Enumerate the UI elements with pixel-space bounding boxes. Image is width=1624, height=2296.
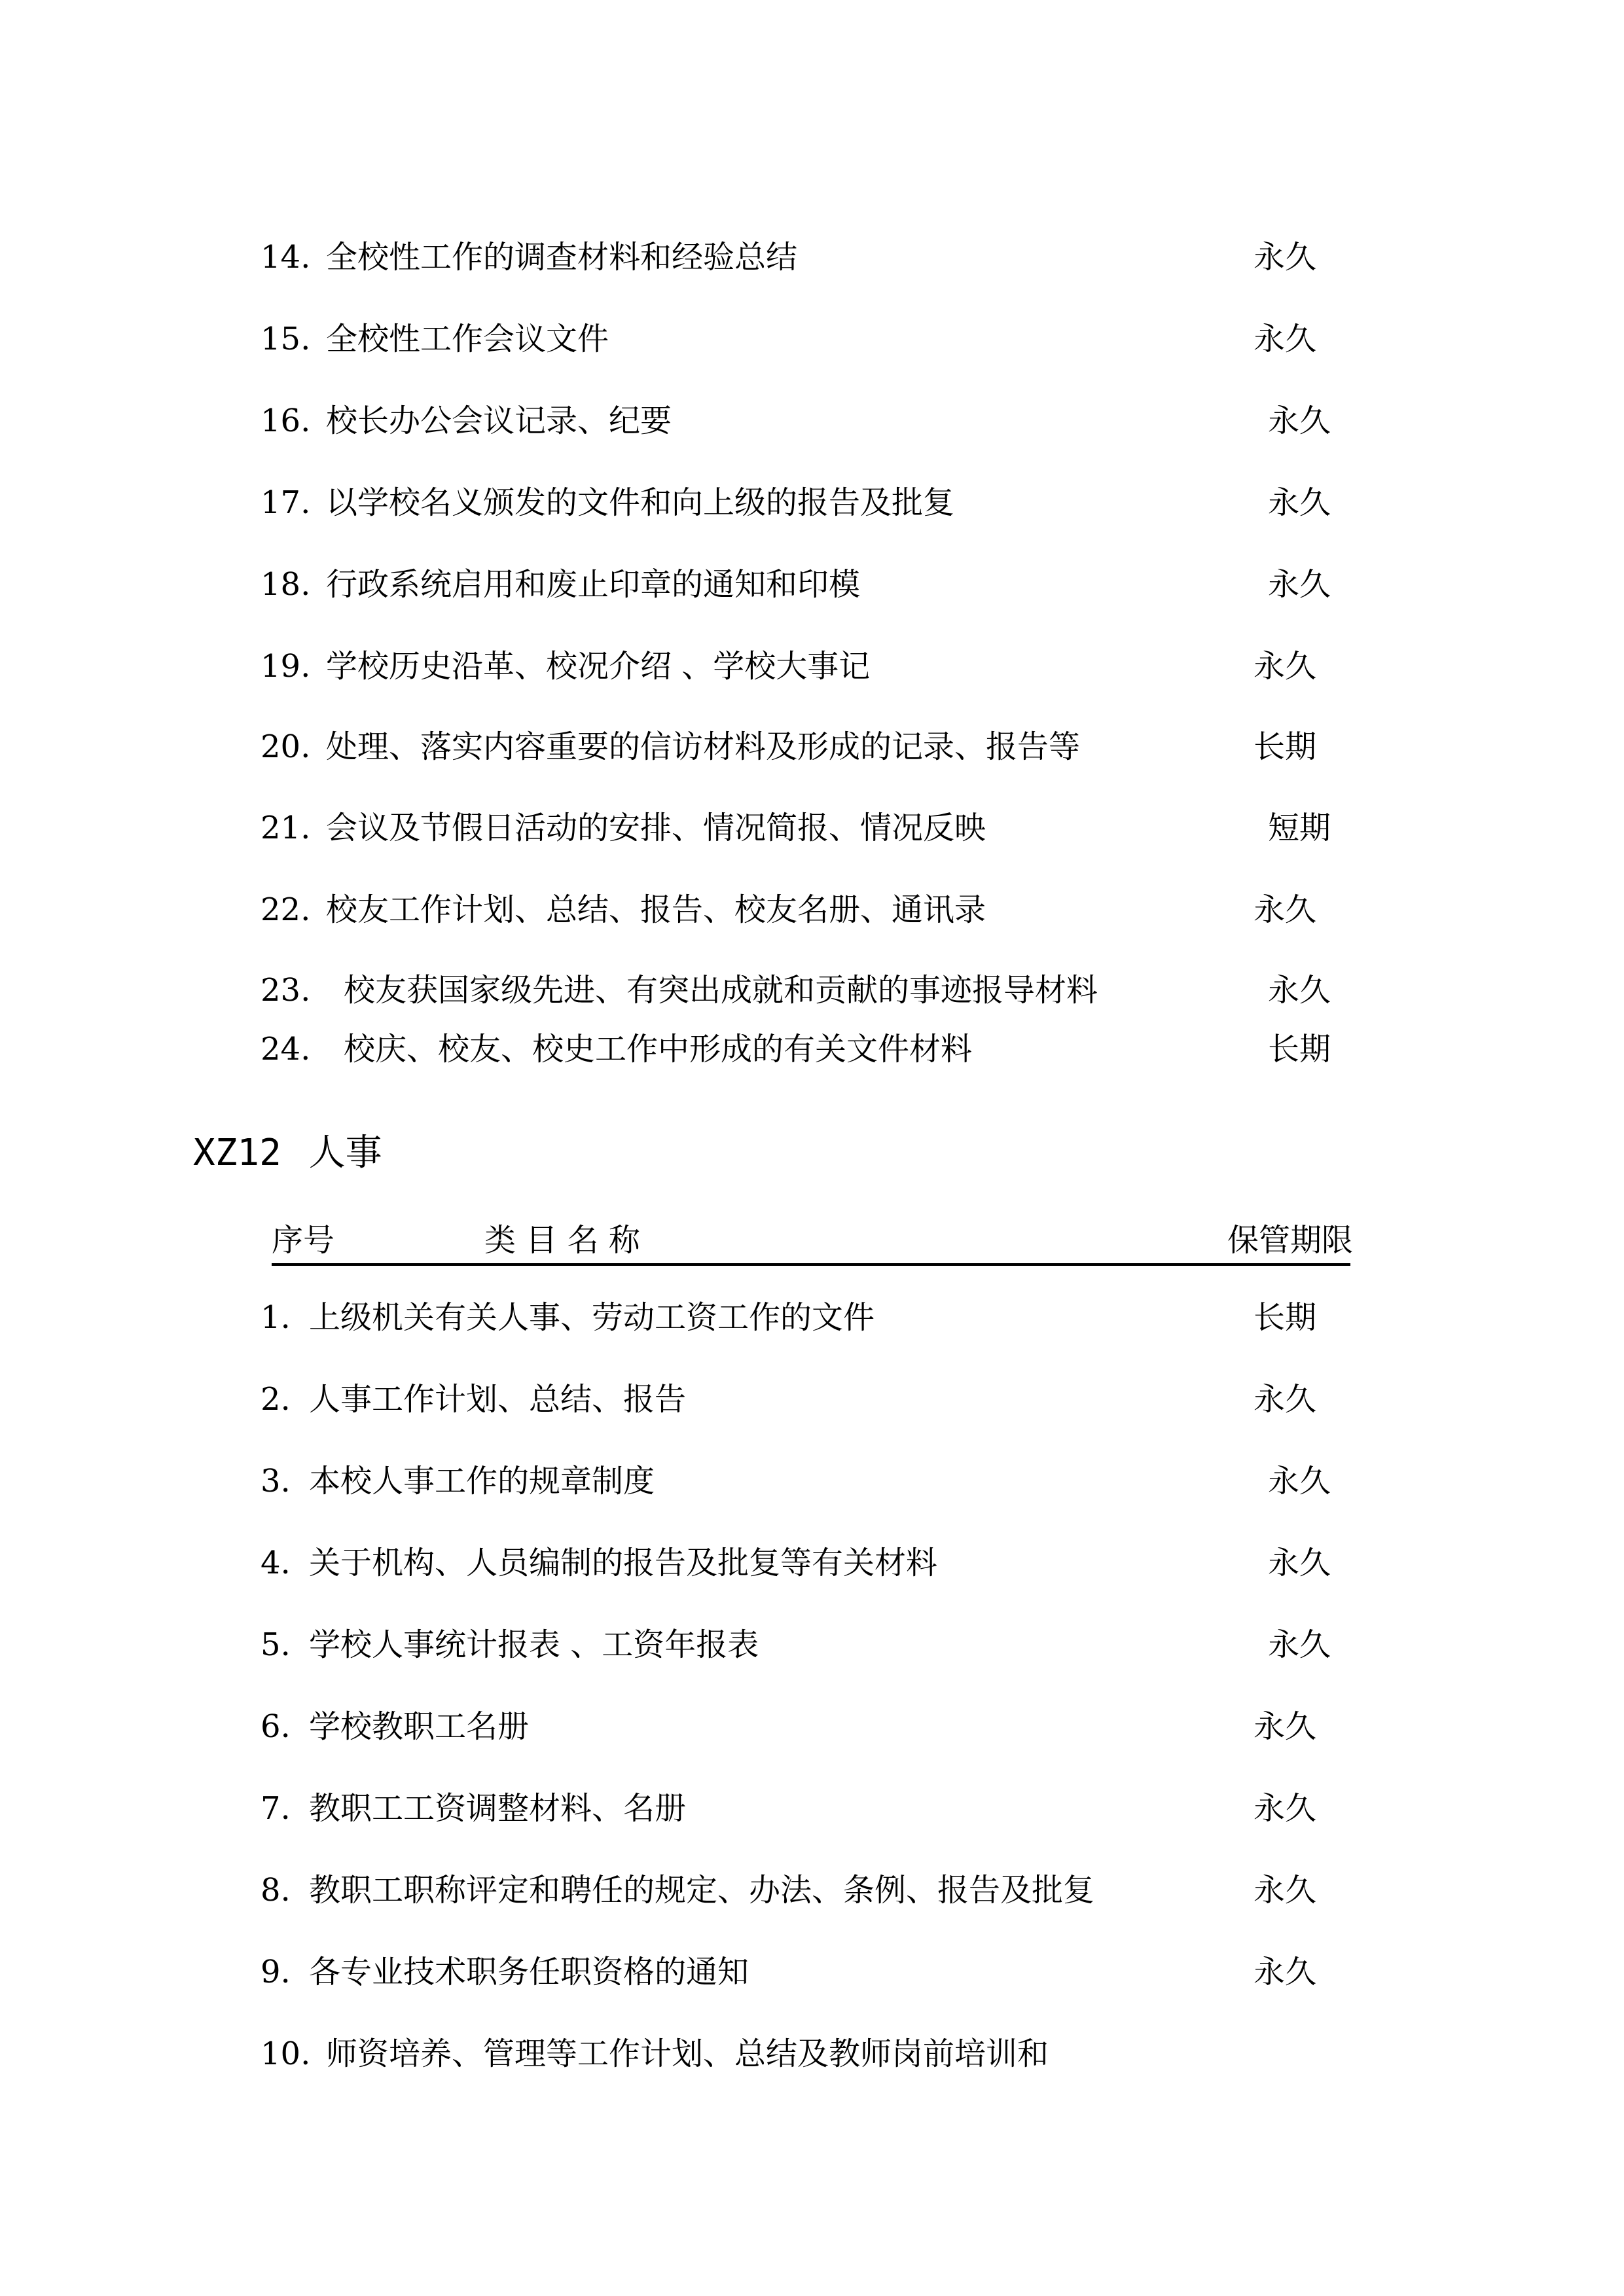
item-number: 1. bbox=[261, 1299, 291, 1336]
item-period: 永久 bbox=[1254, 1708, 1317, 1745]
item-number: 2. bbox=[261, 1381, 291, 1418]
list-item bbox=[261, 1028, 1373, 1071]
list-item bbox=[261, 1869, 1373, 1912]
list-item bbox=[261, 1460, 1373, 1503]
section-heading bbox=[193, 1127, 382, 1179]
item-period: 永久 bbox=[1254, 1790, 1317, 1827]
list-item bbox=[261, 1541, 1373, 1585]
item-text: 全校性工作会议文件 bbox=[326, 321, 609, 357]
list-item bbox=[261, 1296, 1373, 1339]
item-number: 18. bbox=[261, 566, 311, 603]
item-number: 21. bbox=[261, 810, 311, 846]
item-period: 永久 bbox=[1254, 239, 1317, 276]
list-item bbox=[261, 481, 1373, 524]
item-text: 关于机构、人员编制的报告及批复等有关材料 bbox=[309, 1545, 938, 1581]
list-item bbox=[261, 888, 1373, 931]
item-text: 上级机关有关人事、劳动工资工作的文件 bbox=[309, 1299, 875, 1336]
item-text: 各专业技术职务任职资格的通知 bbox=[309, 1954, 749, 1990]
item-period: 永久 bbox=[1254, 321, 1317, 357]
list-item bbox=[261, 725, 1373, 768]
list-item bbox=[261, 1787, 1373, 1830]
item-number: 16. bbox=[261, 403, 311, 439]
item-period: 永久 bbox=[1268, 972, 1331, 1009]
item-number: 7. bbox=[261, 1790, 291, 1827]
item-period: 永久 bbox=[1268, 1545, 1331, 1581]
item-number: 9. bbox=[261, 1954, 291, 1990]
item-text: 学校人事统计报表 、工资年报表 bbox=[309, 1626, 759, 1663]
list-item bbox=[261, 1378, 1373, 1421]
item-period: 永久 bbox=[1268, 1463, 1331, 1499]
item-text: 会议及节假日活动的安排、情况简报、情况反映 bbox=[326, 810, 986, 846]
item-period: 永久 bbox=[1268, 403, 1331, 439]
list-item bbox=[261, 969, 1373, 1012]
item-text: 全校性工作的调查材料和经验总结 bbox=[326, 239, 798, 276]
item-text: 教职工工资调整材料、名册 bbox=[309, 1790, 687, 1827]
table-header bbox=[272, 1217, 1354, 1266]
item-period: 长期 bbox=[1254, 1299, 1317, 1336]
item-text: 人事工作计划、总结、报告 bbox=[309, 1381, 687, 1418]
item-text: 校友工作计划、总结、报告、校友名册、通讯录 bbox=[326, 891, 986, 928]
list-item bbox=[261, 317, 1373, 361]
list-item bbox=[261, 563, 1373, 606]
item-text: 处理、落实内容重要的信访材料及形成的记录、报告等 bbox=[326, 728, 1081, 765]
item-number: 23. bbox=[261, 972, 311, 1009]
item-number: 3. bbox=[261, 1463, 291, 1499]
list-item bbox=[261, 1705, 1373, 1748]
item-period: 永久 bbox=[1268, 566, 1331, 603]
list-item bbox=[261, 806, 1373, 850]
header-name: 类 目 名 称 bbox=[484, 1222, 640, 1259]
list-item bbox=[261, 236, 1373, 279]
item-period: 长期 bbox=[1268, 1031, 1331, 1067]
item-period: 永久 bbox=[1254, 891, 1317, 928]
item-period: 永久 bbox=[1254, 1381, 1317, 1418]
item-number: 19. bbox=[261, 648, 311, 685]
item-period: 永久 bbox=[1254, 1872, 1317, 1909]
item-text: 学校教职工名册 bbox=[309, 1708, 530, 1745]
item-text: 校长办公会议记录、纪要 bbox=[326, 403, 672, 439]
item-period: 永久 bbox=[1268, 484, 1331, 521]
item-text: 教职工职称评定和聘任的规定、办法、条例、报告及批复 bbox=[309, 1872, 1095, 1909]
item-number: 24. bbox=[261, 1031, 311, 1067]
item-period: 永久 bbox=[1254, 648, 1317, 685]
item-number: 5. bbox=[261, 1626, 291, 1663]
item-number: 22. bbox=[261, 891, 311, 928]
item-period: 永久 bbox=[1268, 1626, 1331, 1663]
list-item bbox=[261, 399, 1373, 442]
section-code: XZ12 bbox=[193, 1132, 281, 1174]
item-text: 校庆、校友、校史工作中形成的有关文件材料 bbox=[344, 1031, 973, 1067]
list-item bbox=[261, 1950, 1373, 1994]
item-number: 8. bbox=[261, 1872, 291, 1909]
header-number: 序号 bbox=[272, 1222, 335, 1259]
item-number: 4. bbox=[261, 1545, 291, 1581]
list-item bbox=[261, 2032, 1373, 2075]
item-number: 15. bbox=[261, 321, 311, 357]
header-period: 保管期限 bbox=[1227, 1222, 1354, 1259]
item-period: 短期 bbox=[1268, 810, 1331, 846]
list-item bbox=[261, 645, 1373, 688]
item-number: 14. bbox=[261, 239, 311, 276]
item-period: 长期 bbox=[1254, 728, 1317, 765]
item-text: 以学校名义颁发的文件和向上级的报告及批复 bbox=[326, 484, 955, 521]
item-number: 20. bbox=[261, 728, 311, 765]
section-title: 人事 bbox=[308, 1132, 382, 1174]
item-text: 学校历史沿革、校况介绍 、学校大事记 bbox=[326, 648, 871, 685]
item-text: 本校人事工作的规章制度 bbox=[309, 1463, 655, 1499]
item-text: 师资培养、管理等工作计划、总结及教师岗前培训和 bbox=[326, 2036, 1049, 2072]
item-number: 17. bbox=[261, 484, 311, 521]
item-period: 永久 bbox=[1254, 1954, 1317, 1990]
item-number: 10. bbox=[261, 2036, 311, 2072]
item-text: 行政系统启用和废止印章的通知和印模 bbox=[326, 566, 861, 603]
list-item bbox=[261, 1623, 1373, 1666]
item-number: 6. bbox=[261, 1708, 291, 1745]
item-text: 校友获国家级先进、有突出成就和贡献的事迹报导材料 bbox=[344, 972, 1098, 1009]
